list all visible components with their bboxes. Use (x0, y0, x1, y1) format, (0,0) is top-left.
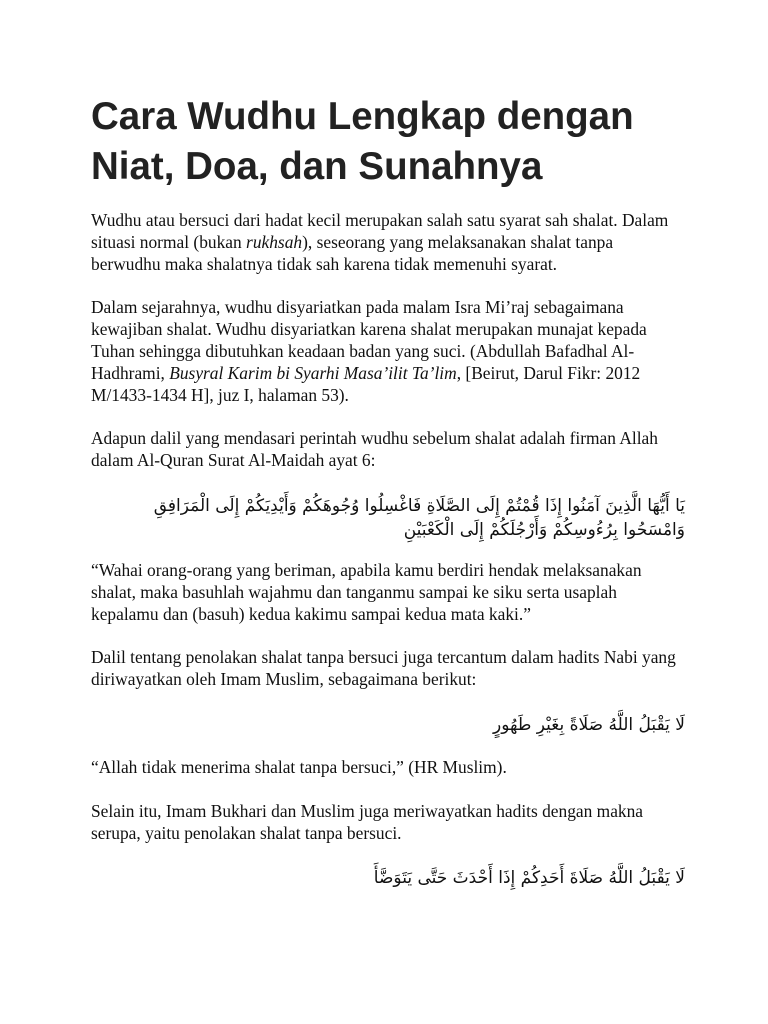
paragraph-text: , [Beirut, Darul Fikr: 2012 M/1433-1434 H], juz I, halaman 53). (91, 362, 641, 405)
paragraph-text: Wudhu atau bersuci dari hadat kecil merupakan salah satu syarat sah shalat. Dalam situasi normal (bukan (91, 210, 669, 252)
paragraph-hadith-intro: Dalil tentang penolakan shalat tanpa bersuci juga tercantum dalam hadits Nabi yang diriwayatkan oleh Imam Muslim, sebagaimana berikut: (91, 647, 676, 690)
arabic-line: وَامْسَحُوا بِرُءُوسِكُمْ وَأَرْجُلَكُمْ إِلَى الْكَعْبَيْنِ (403, 519, 685, 540)
paragraph-history (91, 297, 685, 406)
book-title: Busyral Karim bi Syarhi Masa’ilit Ta’lim (169, 362, 457, 383)
article (91, 92, 685, 910)
arabic-hadith-bukhari: لَا يَقْبَلُ اللَّهُ صَلَاةَ أَحَدِكُمْ إِذَا أَحْدَثَ حَتَّى يَتَوَضَّأَ (373, 868, 685, 889)
article-title: Cara Wudhu Lengkap dengan Niat, Doa, dan Sunahnya (91, 95, 634, 188)
paragraph-text: ), seseorang yang melaksanakan shalat tanpa berwudhu maka shalatnya tidak sah karena tidak memenuhi syarat. (91, 231, 614, 274)
paragraph-text: Dalam sejarahnya, wudhu disyariatkan pada malam Isra Mi’raj sebagaimana kewajiban shalat. Wudhu disyariatkan karena shalat merupakan munajat kepada Tuhan sehingga dibutuhkan keadaan badan yang suci. (Abdullah Bafadhal Al-Hadhrami, (91, 297, 647, 383)
paragraph-bukhari-muslim: Selain itu, Imam Bukhari dan Muslim juga meriwayatkan hadits dengan makna serupa, yaitu penolakan shalat tanpa bersuci. (91, 800, 644, 843)
paragraph-translation: “Wahai orang-orang yang beriman, apabila kamu berdiri hendak melaksanakan shalat, maka basuhlah wajahmu dan tanganmu sampai ke siku serta usaplah kepalamu dan (basuh) kedua kakimu sampai kedua mata kaki.” (91, 559, 642, 624)
paragraph-dalil-intro: Adapun dalil yang mendasari perintah wudhu sebelum shalat adalah firman Allah dalam Al-Quran Surat Al-Maidah ayat 6: (91, 428, 658, 471)
italic-term: rukhsah (246, 231, 303, 252)
paragraph-wudhu-definition (91, 210, 685, 275)
arabic-verse-al-maidah (91, 494, 685, 542)
paragraph-hadith-translation: “Allah tidak menerima shalat tanpa bersuci,” (HR Muslim). (91, 756, 507, 777)
arabic-hadith-muslim: لَا يَقْبَلُ اللَّهُ صَلَاةً بِغَيْرِ طَهُورٍ (493, 714, 685, 735)
arabic-line: يَا أَيُّهَا الَّذِينَ آمَنُوا إِذَا قُمْتُمْ إِلَى الصَّلَاةِ فَاغْسِلُوا وُجُوهَكُمْ وَأَيْدِيَكُمْ إِلَى الْمَرَافِقِ (153, 495, 685, 516)
